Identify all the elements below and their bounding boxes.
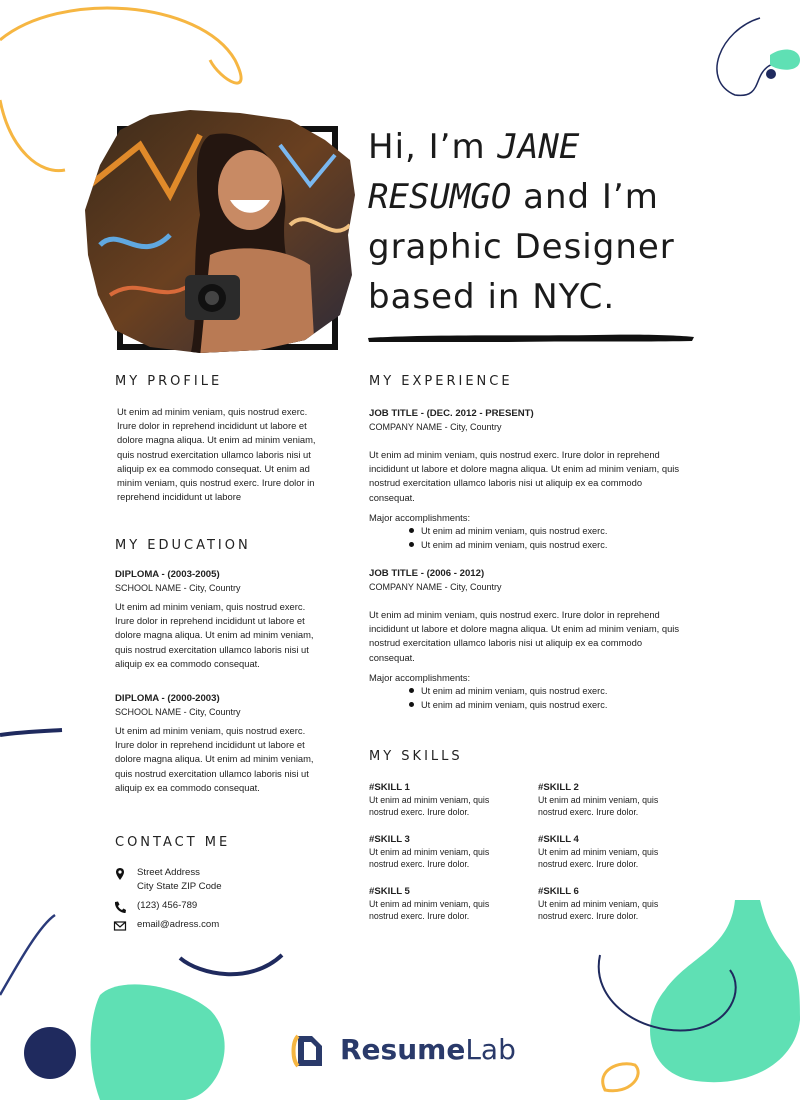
navy-arc-bottom-center (180, 955, 282, 974)
navy-squiggle-bottom-left (0, 915, 55, 995)
skill-description: Ut enim ad minim veniam, quis nostrud exerc. Irure dolor. (538, 899, 659, 921)
contact-heading: CONTACT ME (115, 835, 231, 850)
skill-name: #SKILL 1 (369, 782, 410, 793)
navy-stroke-left (0, 730, 62, 735)
accomplishments-list (409, 524, 689, 552)
headline-line-1: Hi, I’m JANE (368, 127, 580, 167)
skill-item (538, 781, 678, 818)
orange-swirl-top-left (0, 8, 241, 83)
orange-ring-bottom-right (603, 1064, 638, 1091)
skill-name: #SKILL 6 (538, 886, 579, 897)
last-name: RESUMGO (368, 177, 512, 217)
phone-icon (113, 900, 127, 914)
address-line-2: City State ZIP Code (137, 881, 222, 892)
job-title: JOB TITLE - (2006 - 2012) (369, 568, 485, 579)
education-degree: DIPLOMA - (2003-2005) (115, 569, 220, 580)
job-title: JOB TITLE - (DEC. 2012 - PRESENT) (369, 408, 534, 419)
mint-blob-top-right (770, 50, 800, 70)
skill-name: #SKILL 3 (369, 834, 410, 845)
skill-description: Ut enim ad minim veniam, quis nostrud exerc. Irure dolor. (538, 847, 659, 869)
skill-name: #SKILL 4 (538, 834, 579, 845)
skill-name: #SKILL 2 (538, 782, 579, 793)
address-line-1: Street Address (137, 867, 200, 878)
accomplishments-label: Major accomplishments: (369, 671, 471, 683)
skill-item (369, 885, 509, 922)
skill-description: Ut enim ad minim veniam, quis nostrud exerc. Irure dolor. (369, 899, 490, 921)
education-degree: DIPLOMA - (2000-2003) (115, 693, 220, 704)
resumelab-logo-icon (290, 1028, 330, 1072)
job-company: COMPANY NAME - City, Country (369, 582, 502, 592)
headline (368, 122, 698, 322)
map-pin-icon (113, 867, 127, 881)
job-description: Ut enim ad minim veniam, quis nostrud exerc. Irure dolor in reprehend incididunt ut labore et dolore magna aliqua. Ut enim ad minim veniam, quis nostrud exercitation ullamco laboris nisi ut aliquip ex ea commodo consequat. (369, 449, 680, 503)
skill-name: #SKILL 5 (369, 886, 410, 897)
accomplishments-label: Major accomplishments: (369, 511, 471, 523)
list-item: Ut enim ad minim veniam, quis nostrud exerc. (409, 684, 689, 698)
navy-dot-top-right (766, 69, 776, 79)
education-item (115, 692, 325, 795)
envelope-icon (113, 919, 127, 933)
profile-photo (80, 105, 358, 357)
brand-name-part1: Resume (340, 1033, 466, 1066)
email-address: email@adress.com (137, 919, 220, 930)
job-company: COMPANY NAME - City, Country (369, 422, 502, 432)
brand-name-part2: Lab (465, 1033, 516, 1066)
skill-description: Ut enim ad minim veniam, quis nostrud exerc. Irure dolor. (538, 795, 659, 817)
education-item (115, 568, 325, 671)
brand-name (340, 1033, 516, 1066)
mint-blob-bottom-right (650, 900, 800, 1082)
accomplishments-list (409, 684, 689, 712)
skill-description: Ut enim ad minim veniam, quis nostrud exerc. Irure dolor. (369, 795, 490, 817)
headline-line-2: RESUMGO and I’m (368, 177, 659, 217)
list-item: Ut enim ad minim veniam, quis nostrud exerc. (409, 524, 689, 538)
education-heading: MY EDUCATION (115, 538, 251, 553)
headline-line-4: based in NYC. (368, 277, 616, 317)
skill-item (369, 833, 509, 870)
navy-circle-bottom-left (24, 1027, 76, 1079)
job-entry (369, 567, 689, 712)
first-name: JANE (497, 127, 580, 167)
brush-underline (366, 330, 696, 346)
profile-text: Ut enim ad minim veniam, quis nostrud exerc. Irure dolor in reprehend incididunt ut labore et dolore magna aliqua. Ut enim ad minim veniam, quis nostrud exercitation ullamco laboris nisi ut aliquip ex ea commodo consequat. Ut enim ad minim veniam, quis nostrud exerc. Irure dolor in reprehend incididunt ut labore (117, 406, 316, 503)
list-item: Ut enim ad minim veniam, quis nostrud exerc. (409, 538, 689, 552)
skills-heading: MY SKILLS (369, 749, 463, 764)
education-school: SCHOOL NAME - City, Country (115, 583, 241, 593)
education-text: Ut enim ad minim veniam, quis nostrud exerc. Irure dolor in reprehend incididunt ut labore et dolore magna aliqua. Ut enim ad minim veniam, quis nostrud exercitation ullamco laboris nisi ut aliquip ex ea commodo consequat. (115, 725, 314, 793)
skill-item (369, 781, 509, 818)
profile-heading: MY PROFILE (115, 374, 223, 389)
orange-swirl-left (0, 100, 65, 171)
phone-number: (123) 456-789 (137, 900, 198, 911)
education-school: SCHOOL NAME - City, Country (115, 707, 241, 717)
experience-heading: MY EXPERIENCE (369, 374, 513, 389)
skill-description: Ut enim ad minim veniam, quis nostrud exerc. Irure dolor. (369, 847, 490, 869)
job-description: Ut enim ad minim veniam, quis nostrud exerc. Irure dolor in reprehend incididunt ut labore et dolore magna aliqua. Ut enim ad minim veniam, quis nostrud exercitation ullamco laboris nisi ut aliquip ex ea commodo consequat. (369, 609, 680, 663)
list-item: Ut enim ad minim veniam, quis nostrud exerc. (409, 698, 689, 712)
mint-blob-bottom-left (91, 984, 225, 1100)
headline-line-3: graphic Designer (368, 227, 675, 267)
education-text: Ut enim ad minim veniam, quis nostrud exerc. Irure dolor in reprehend incididunt ut labore et dolore magna aliqua. Ut enim ad minim veniam, quis nostrud exercitation ullamco laboris nisi ut aliquip ex ea commodo consequat. (115, 601, 314, 669)
skill-item (538, 885, 678, 922)
job-entry (369, 407, 689, 552)
skill-item (538, 833, 678, 870)
